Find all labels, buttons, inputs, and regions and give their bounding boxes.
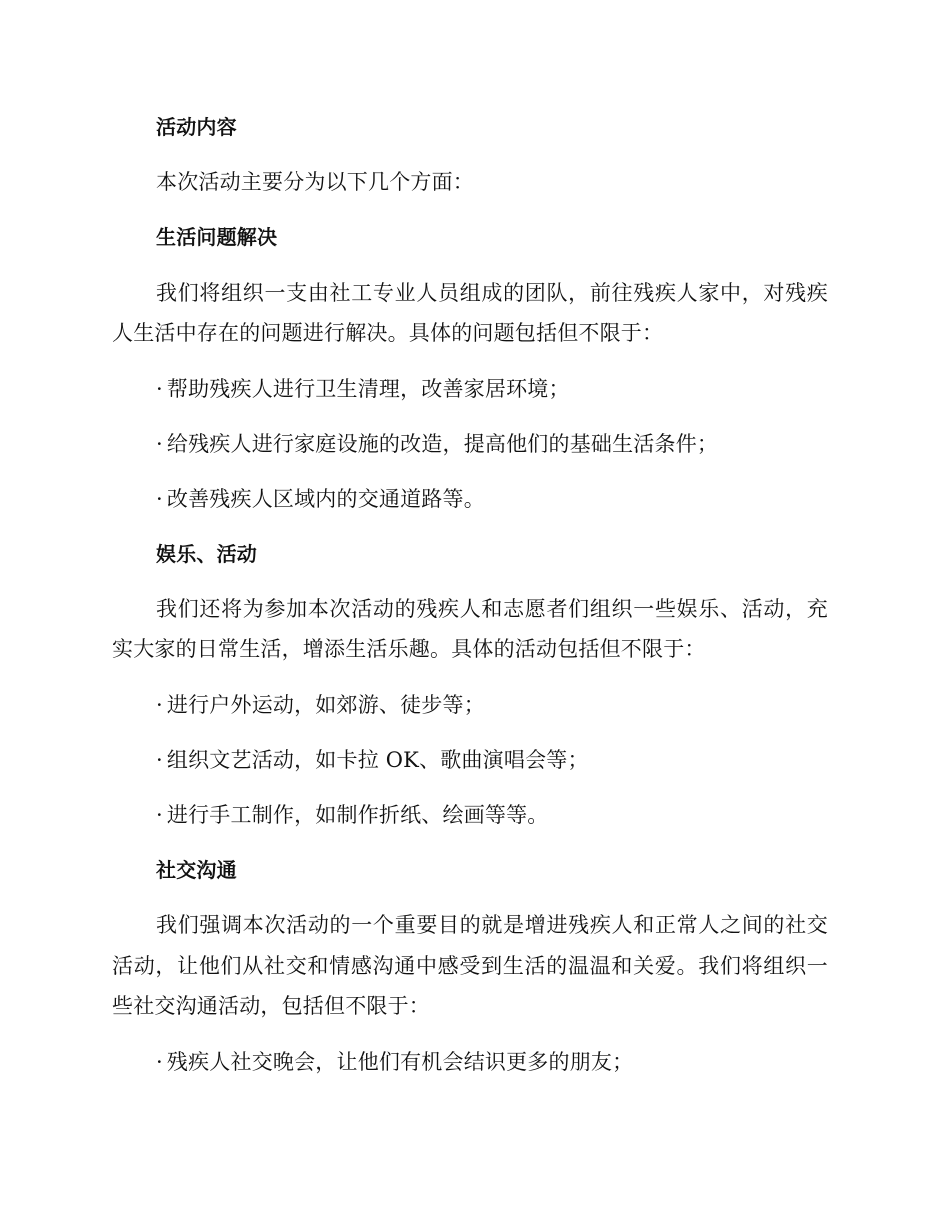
paragraph-line: 实大家的日常生活，增添生活乐趣。具体的活动包括但不限于： (112, 637, 706, 661)
bullet-icon: · (156, 1050, 163, 1074)
list-item (156, 690, 485, 720)
bullet-icon: · (156, 803, 163, 827)
bullet-icon: · (156, 693, 163, 717)
paragraph-line: 人生活中存在的问题进行解决。具体的问题包括但不限于： (112, 321, 664, 345)
list-item-text: 组织文艺活动，如卡拉 OK、歌曲演唱会等； (166, 748, 589, 772)
list-item-text: 残疾人社交晚会，让他们有机会结识更多的朋友； (166, 1050, 634, 1074)
heading-entertainment: 娱乐、活动 (156, 542, 257, 566)
list-item (156, 800, 549, 830)
paragraph-line: 些社交沟通活动，包括但不限于： (112, 994, 430, 1018)
paragraph-line: 我们还将为参加本次活动的残疾人和志愿者们组织一些娱乐、活动，充 (156, 597, 828, 621)
paragraph-line: 我们强调本次活动的一个重要目的就是增进残疾人和正常人之间的社交 (156, 913, 828, 937)
list-item-text: 给残疾人进行家庭设施的改造，提高他们的基础生活条件； (166, 432, 719, 456)
list-item (156, 374, 570, 404)
list-item (156, 484, 485, 514)
list-item (156, 745, 589, 775)
intro-paragraph: 本次活动主要分为以下几个方面： (156, 170, 474, 194)
bullet-icon: · (156, 748, 163, 772)
paragraph-line: 活动，让他们从社交和情感沟通中感受到生活的温温和关爱。我们将组织一 (112, 954, 828, 978)
paragraph-line: 我们将组织一支由社工专业人员组成的团队，前往残疾人家中，对残疾 (156, 281, 828, 305)
bullet-icon: · (156, 487, 163, 511)
bullet-icon: · (156, 432, 163, 456)
heading-social: 社交沟通 (156, 858, 237, 882)
heading-life-problems: 生活问题解决 (156, 225, 278, 249)
list-item (156, 1047, 633, 1077)
list-item-text: 改善残疾人区域内的交通道路等。 (166, 487, 485, 511)
list-item-text: 帮助残疾人进行卫生清理，改善家居环境； (166, 377, 570, 401)
heading-activity-content: 活动内容 (156, 115, 237, 139)
list-item (156, 429, 718, 459)
bullet-icon: · (156, 377, 163, 401)
list-item-text: 进行户外运动，如郊游、徒步等； (166, 693, 485, 717)
list-item-text: 进行手工制作，如制作折纸、绘画等等。 (166, 803, 549, 827)
